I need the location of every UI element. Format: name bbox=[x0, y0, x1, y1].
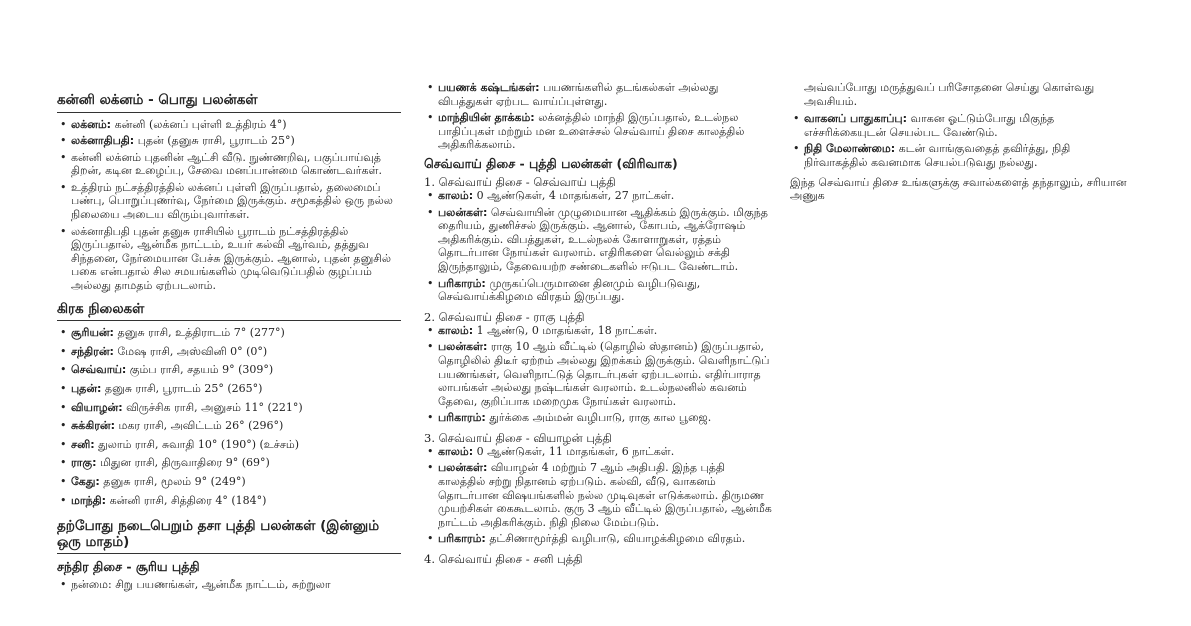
subsection-title-1: 1. செவ்வாய் திசை - செவ்வாய் புத்தி bbox=[424, 174, 616, 189]
section-title-sevvai: செவ்வாய் திசை - புத்தி பலன்கள் (விரிவாக) bbox=[424, 155, 678, 171]
column-left bbox=[57, 93, 401, 595]
list-item: • ராகு: மிதுன ராசி, திருவாதிரை 9° (69°) bbox=[57, 456, 401, 470]
list-item: • காலம்: 1 ஆண்டு, 0 மாதங்கள், 18 நாட்கள். bbox=[424, 324, 774, 338]
list-item: • பலன்கள்: செவ்வாயின் முழுமையான ஆதிக்கம் இருக்கும். மிகுந்த தைரியம், துணிச்சல் இருக்கும். ஆனால், கோபம், ஆக்ரோஷம் அதிகரிக்கும். விபத்துகள், உடல்நலக் கோளாறுகள், ரத்தம் தொடர்பான நோய்கள் வரலாம். எதிரிகளை வெல்லும் சக்தி இருந்தாலும், தேவையற்ற சண்டைகளில் ஈடுபட வேண்டாம். bbox=[424, 206, 774, 274]
list-item: • சுக்கிரன்: மகர ராசி, அவிட்டம் 26° (296°) bbox=[57, 419, 401, 433]
list-item: • காலம்: 0 ஆண்டுகள், 11 மாதங்கள், 6 நாட்கள். bbox=[424, 445, 774, 459]
subsection-title-2: 2. செவ்வாய் திசை - ராகு புத்தி bbox=[424, 309, 585, 324]
sevvai-top-list bbox=[424, 81, 774, 152]
list-item: • புதன்: தனுசு ராசி, பூராடம் 25° (265°) bbox=[57, 382, 401, 396]
section-title-kanni: கன்னி லக்னம் - பொது பலன்கள் bbox=[57, 93, 401, 113]
list-item: • கன்னி லக்னம் புதனின் ஆட்சி வீடு. நுண்ணறிவு, பகுப்பாய்வுத் திறன், கடின உழைப்பு, சேவை மனப்பான்மை கொண்டவர்கள். bbox=[57, 151, 401, 178]
list-item: • உத்திரம் நட்சத்திரத்தில் லக்னப் புள்ளி இருப்பதால், தலைமைப் பண்பு, பொறுப்புணர்வு, நேர்மை இருக்கும். சமூகத்தில் ஒரு நல்ல நிலையை அடைய விரும்புவார்கள். bbox=[57, 181, 401, 222]
advice-list bbox=[790, 112, 1135, 169]
s3-list bbox=[424, 445, 774, 546]
graha-list bbox=[57, 326, 401, 507]
kanni-list bbox=[57, 118, 401, 293]
subsection-title-chandra: சந்திர திசை - சூரிய புத்தி bbox=[57, 559, 200, 575]
continued-text: அவ்வப்போது மருத்துவப் பரிசோதனை செய்து கொள்வது அவசியம். bbox=[804, 81, 1095, 108]
list-item: • காலம்: 0 ஆண்டுகள், 4 மாதங்கள், 27 நாட்கள். bbox=[424, 189, 774, 203]
list-item: • சந்திரன்: மேஷ ராசி, அஸ்வினி 0° (0°) bbox=[57, 345, 401, 359]
list-item: • பலன்கள்: ராகு 10 ஆம் வீட்டில் (தொழில் ஸ்தானம்) இருப்பதால், தொழிலில் திடீர் ஏற்றம் அல்லது இறக்கம் இருக்கும். வெளிநாட்டுப் பயணங்கள், வெளிநாட்டுத் தொடர்புகள் ஏற்படலாம். எதிர்பாராத லாபங்கள் அல்லது நஷ்டங்கள் வரலாம். உடல்நலனில் கவனம் தேவை, குறிப்பாக மறைமுக நோய்கள் வரலாம். bbox=[424, 340, 774, 408]
list-item: • லக்னம்: கன்னி (லக்னப் புள்ளி உத்திரம் 4°) bbox=[57, 118, 401, 132]
column-right bbox=[790, 81, 1135, 203]
list-item: • சூரியன்: தனுசு ராசி, உத்திராடம் 7° (277°) bbox=[57, 326, 401, 340]
list-item: • வாகனப் பாதுகாப்பு: வாகன ஓட்டும்போது மிகுந்த எச்சரிக்கையுடன் செயல்பட வேண்டும். bbox=[790, 112, 1135, 139]
list-item: • மாந்தி: கன்னி ராசி, சித்திரை 4° (184°) bbox=[57, 494, 401, 508]
list-item: • லக்னாதிபதி புதன் தனுசு ராசியில் பூராடம் நட்சத்திரத்தில் இருப்பதால், ஆன்மீக நாட்டம், உயர் கல்வி ஆர்வம், தத்துவ சிந்தனை, நேர்மையான பேச்சு இருக்கும். ஆனால், புதன் தனுசில் பகை என்பதால் சில சமயங்களில் முடிவெடுப்பதில் குழப்பம் அல்லது தாமதம் ஏற்படலாம். bbox=[57, 225, 401, 293]
list-item: • பரிகாரம்: தட்சிணாமூர்த்தி வழிபாடு, வியாழக்கிழமை விரதம். bbox=[424, 532, 774, 546]
list-item: • நிதி மேலாண்மை: கடன் வாங்குவதைத் தவிர்த்து, நிதி நிர்வாகத்தில் கவனமாக செயல்படுவது நல்லது. bbox=[790, 142, 1135, 169]
chandra-list bbox=[57, 578, 401, 592]
list-item: • பலன்கள்: வியாழன் 4 மற்றும் 7 ஆம் அதிபதி. இந்த புத்தி காலத்தில் சற்று நிதானம் ஏற்படும். கல்வி, வீடு, வாகனம் தொடர்பான விஷயங்களில் நல்ல முடிவுகள் எடுக்கலாம். திருமண முயற்சிகள் கைகூடலாம். குரு 3 ஆம் வீட்டில் இருப்பதால், ஆன்மீக நாட்டம் அதிகரிக்கும். நிதி நிலை மேம்படும். bbox=[424, 461, 774, 529]
list-item: • கேது: தனுசு ராசி, மூலம் 9° (249°) bbox=[57, 475, 401, 489]
list-item: • சனி: துலாம் ராசி, சுவாதி 10° (190°) (உச்சம்) bbox=[57, 438, 401, 452]
section-title-graha: கிரக நிலைகள் bbox=[57, 302, 401, 322]
s2-list bbox=[424, 324, 774, 425]
list-item: • பயணக் கஷ்டங்கள்: பயணங்களில் தடங்கல்கள் அல்லது விபத்துகள் ஏற்பட வாய்ப்புள்ளது. bbox=[424, 81, 774, 108]
list-item: • வியாழன்: விருச்சிக ராசி, அனுசம் 11° (221°) bbox=[57, 401, 401, 415]
list-item: • செவ்வாய்: கும்ப ராசி, சதயம் 9° (309°) bbox=[57, 363, 401, 377]
list-item: • நன்மை: சிறு பயணங்கள், ஆன்மீக நாட்டம், சுற்றுலா bbox=[57, 578, 401, 592]
column-middle bbox=[424, 81, 774, 566]
subsection-title-3: 3. செவ்வாய் திசை - வியாழன் புத்தி bbox=[424, 430, 612, 445]
list-item: • மாந்தியின் தாக்கம்: லக்னத்தில் மாந்தி இருப்பதால், உடல்நல பாதிப்புகள் மற்றும் மன உளைச்சல் செவ்வாய் திசை காலத்தில் அதிகரிக்கலாம். bbox=[424, 111, 774, 152]
list-item: • பரிகாரம்: துர்க்கை அம்மன் வழிபாடு, ராகு கால பூஜை. bbox=[424, 411, 774, 425]
s1-list bbox=[424, 189, 774, 304]
closing-paragraph: இந்த செவ்வாய் திசை உங்களுக்கு சவால்களைத் தந்தாலும், சரியான அணுக bbox=[790, 175, 1127, 203]
list-item: • லக்னாதிபதி: புதன் (தனுசு ராசி, பூராடம் 25°) bbox=[57, 134, 401, 148]
section-title-dasha: தற்போது நடைபெறும் தசா புத்தி பலன்கள் (இன்னும் ஒரு மாதம்) bbox=[57, 519, 401, 554]
list-item: • பரிகாரம்: முருகப்பெருமானை தினமும் வழிபடுவது, செவ்வாய்க்கிழமை விரதம் இருப்பது. bbox=[424, 277, 774, 304]
subsection-title-4: 4. செவ்வாய் திசை - சனி புத்தி bbox=[424, 552, 583, 567]
